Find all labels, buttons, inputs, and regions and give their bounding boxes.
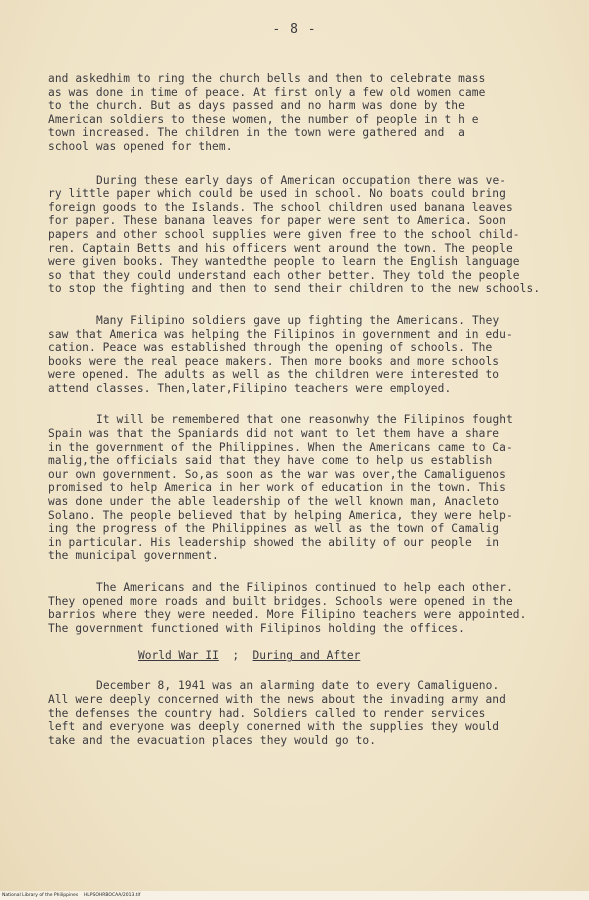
text-line: malig,the officials said that they have come to help us establish	[48, 454, 493, 468]
text-line: and askedhim to ring the church bells and then to celebrate mass	[48, 72, 486, 85]
text-line: During these early days of American occupation there was ve-	[96, 173, 507, 187]
section-heading-left: World War II	[138, 649, 219, 663]
text-line: Many Filipino soldiers gave up fighting the Americans. They	[96, 313, 500, 327]
text-line: barrios where they were needed. More Filipino teachers were appointed.	[48, 608, 527, 622]
text-line: were opened. The adults as well as the children were interested to	[48, 368, 500, 382]
text-line: was done under the able leadership of the well known man, Anacleto	[48, 495, 500, 509]
text-line: papers and other school supplies were given free to the school child-	[48, 227, 520, 241]
text-line: American soldiers to these women, the number of people in t h e	[48, 112, 479, 126]
text-line: It will be remembered that one reasonwhy the Filipinos fought	[96, 413, 513, 427]
paragraph-3	[48, 314, 558, 396]
text-line: the defenses the country had. Soldiers called to render services	[48, 706, 486, 720]
text-line: ing the progress of the Philippines as well as the town of Camalig	[48, 522, 500, 536]
text-line: saw that America was helping the Filipinos in government and in edu-	[48, 327, 513, 341]
section-heading-right: During and After	[252, 649, 361, 663]
text-line: cation. Peace was established through the opening of schools. The	[48, 341, 493, 355]
text-line: in particular. His leadership showed the ability of our people in	[48, 535, 500, 549]
text-line: Spain was that the Spaniards did not want to let them have a share	[48, 427, 500, 441]
document-body	[48, 72, 558, 747]
text-line: Solano. The people believed that by helping America, they were help-	[48, 508, 513, 522]
text-line: attend classes. Then,later,Filipino teachers were employed.	[48, 381, 452, 395]
text-line: books were the real peace makers. Then more books and more schools	[48, 354, 500, 368]
text-line: foreign goods to the Islands. The school children used banana leaves	[48, 200, 513, 214]
text-line: ren. Captain Betts and his officers went around the town. The people	[48, 241, 513, 255]
paragraph-4	[48, 413, 558, 563]
paragraph-6	[48, 679, 558, 747]
text-line: They opened more roads and built bridges. Schools were opened in the	[48, 594, 513, 608]
text-line: town increased. The children in the town were gathered and a	[48, 126, 465, 140]
paragraph-2	[48, 174, 558, 296]
section-heading	[48, 649, 558, 663]
text-line: as was done in time of peace. At first only a few old women came	[48, 85, 486, 99]
text-line: All were deeply concerned with the news about the invading army and	[48, 692, 506, 706]
text-line: left and everyone was deeply conerned with the supplies they would	[48, 720, 500, 734]
text-line: ry little paper which could be used in school. No boats could bring	[48, 187, 506, 201]
scan-footer-text: National Library of the Philippines HLPSOHRBOCAA/2013.tif	[2, 893, 141, 898]
text-line: to the church. But as days passed and no harm was done by the	[48, 99, 465, 113]
text-line: December 8, 1941 was an alarming date to every Camaligueno.	[96, 679, 500, 693]
paragraph-5	[48, 581, 558, 635]
text-line: our own government. So,as soon as the war was over,the Camaliguenos	[48, 467, 506, 481]
section-heading-separator: ;	[232, 649, 240, 663]
text-line: so that they could understand each other better. They told the people	[48, 268, 520, 282]
text-line: for paper. These banana leaves for paper were sent to America. Soon	[48, 214, 506, 228]
paragraph-1	[48, 72, 558, 154]
text-line: in the government of the Philippines. When the Americans came to Ca-	[48, 440, 513, 454]
text-line: to stop the fighting and then to send their children to the new schools.	[48, 282, 541, 296]
text-line: the municipal government.	[48, 549, 219, 563]
text-line: The government functioned with Filipinos holding the offices.	[48, 621, 465, 635]
text-line: were given books. They wantedthe people to learn the English language	[48, 255, 520, 269]
page-number: - 8 -	[272, 22, 317, 37]
text-line: school was opened for them.	[48, 139, 233, 153]
text-line: The Americans and the Filipinos continued to help each other.	[96, 581, 513, 594]
text-line: take and the evacuation places they would go to.	[48, 733, 377, 747]
text-line: promised to help America in her work of education in the town. This	[48, 481, 506, 495]
